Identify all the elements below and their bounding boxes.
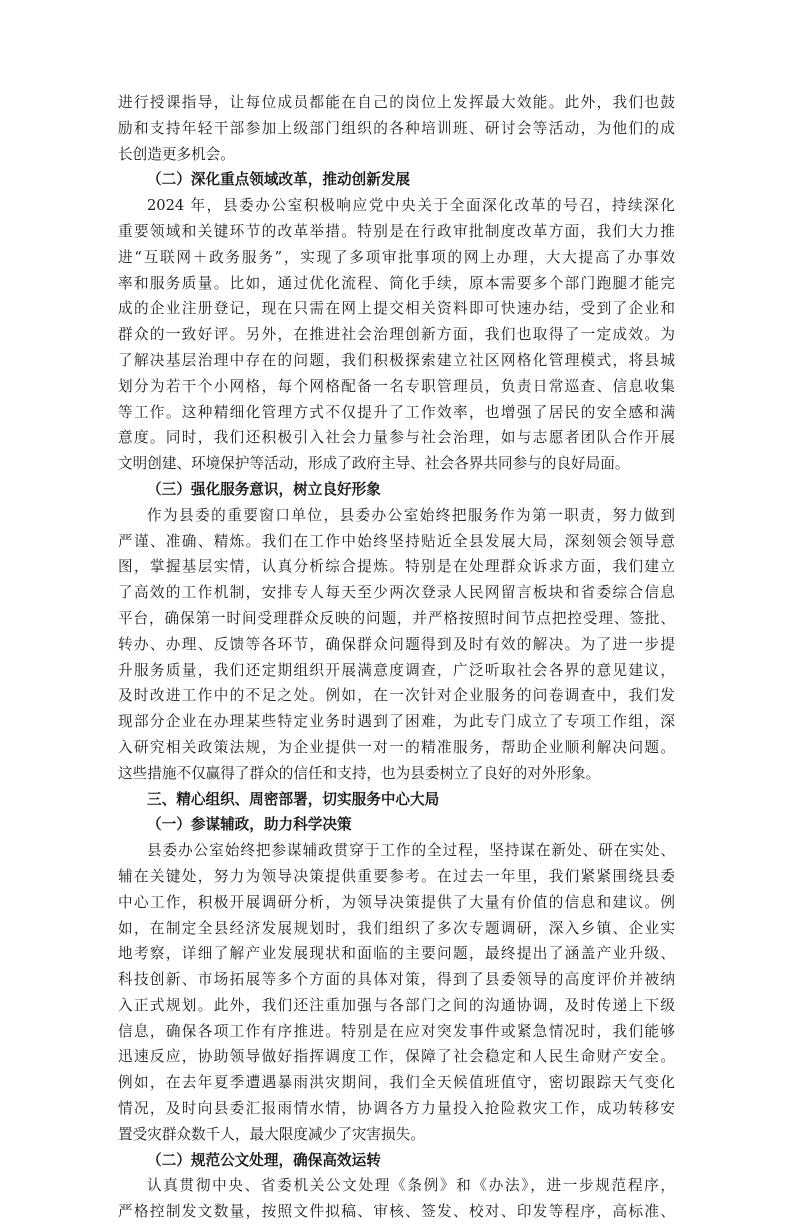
section-heading: 三、精心组织、周密部署，切实服务中心大局: [147, 790, 440, 808]
paragraph-line: 划分为若干个小网格，每个网格配备一名专职管理员，负责日常巡查、信息收集: [118, 377, 675, 395]
paragraph-line: 入正式规划。此外，我们还注重加强与各部门之间的沟通协调，及时传递上下级: [118, 996, 675, 1014]
paragraph-line: 意度。同时，我们还积极引入社会力量参与社会治理，如与志愿者团队合作开展: [118, 429, 675, 447]
paragraph-line: 2024 年，县委办公室积极响应党中央关于全面深化改革的号召，持续深化: [147, 197, 675, 215]
paragraph-line: 置受灾群众数千人，最大限度减少了灾害损失。: [118, 1125, 425, 1143]
paragraph-line: 重要领域和关键环节的改革举措。特别是在行政审批制度改革方面，我们大力推: [118, 222, 675, 240]
paragraph-line: 入研究相关政策法规，为企业提供一对一的精准服务，帮助企业顺利解决问题。: [118, 738, 675, 756]
paragraph-line: 作为县委的重要窗口单位，县委办公室始终把服务作为第一职责，努力做到: [147, 506, 675, 524]
paragraph-line: 长创造更多机会。: [118, 145, 235, 163]
paragraph-line: 这些措施不仅赢得了群众的信任和支持，也为县委树立了良好的对外形象。: [118, 764, 601, 782]
paragraph-line: 转办、办理、反馈等各环节，确保群众问题得到及时有效的解决。为了进一步提: [118, 635, 675, 653]
section-heading: （三）强化服务意识，树立良好形象: [147, 480, 381, 498]
paragraph-line: 情况，及时向县委汇报雨情水情，协调各方力量投入抢险救灾工作，成功转移安: [118, 1100, 675, 1118]
paragraph-line: 严格控制发文数量，按照文件拟稿、审核、签发、校对、印发等程序，高标准、: [118, 1203, 675, 1221]
paragraph-line: 中心工作，积极开展调研分析，为领导决策提供了大量有价值的信息和建议。例: [118, 893, 675, 911]
paragraph-line: 辅在关键处，努力为领导决策提供重要参考。在过去一年里，我们紧紧围绕县委: [118, 867, 675, 885]
paragraph-line: 了高效的工作机制，安排专人每天至少两次登录人民网留言板块和省委综合信息: [118, 584, 675, 602]
paragraph-line: 科技创新、市场拓展等多个方面的具体对策，得到了县委领导的高度评价并被纳: [118, 971, 675, 989]
paragraph-line: 迅速反应，协助领导做好指挥调度工作，保障了社会稳定和人民生命财产安全。: [118, 1048, 675, 1066]
paragraph-line: 如，在制定全县经济发展规划时，我们组织了多次专题调研，深入乡镇、企业实: [118, 919, 675, 937]
paragraph-line: 成的企业注册登记，现在只需在网上提交相关资料即可快速办结，受到了企业和: [118, 300, 675, 318]
paragraph-line: 文明创建、环境保护等活动，形成了政府主导、社会各界共同参与的良好局面。: [118, 455, 630, 473]
paragraph-line: 图，掌握基层实情，认真分析综合提炼。特别是在处理群众诉求方面，我们建立: [118, 558, 675, 576]
paragraph-line: 励和支持年轻干部参加上级部门组织的各种培训班、研讨会等活动，为他们的成: [118, 119, 675, 137]
paragraph-line: 进“互联网＋政务服务”，实现了多项审批事项的网上办理，大大提高了办事效: [118, 248, 675, 266]
paragraph-line: 严谨、准确、精炼。我们在工作中始终坚持贴近全县发展大局，深刻领会领导意: [118, 532, 675, 550]
paragraph-line: 升服务质量，我们还定期组织开展满意度调查，广泛听取社会各界的意见建议，: [118, 661, 675, 679]
section-heading: （二）深化重点领域改革，推动创新发展: [147, 171, 411, 189]
paragraph-line: 等工作。这种精细化管理方式不仅提升了工作效率，也增强了居民的安全感和满: [118, 403, 675, 421]
section-heading: （二）规范公文处理，确保高效运转: [147, 1151, 381, 1169]
paragraph-line: 县委办公室始终把参谋辅政贯穿于工作的全过程，坚持谋在新处、研在实处、: [147, 842, 675, 860]
paragraph-line: 平台，确保第一时间受理群众反映的问题，并严格按照时间节点把控受理、签批、: [118, 609, 675, 627]
paragraph-line: 现部分企业在办理某些特定业务时遇到了困难，为此专门成立了专项工作组，深: [118, 713, 675, 731]
paragraph-line: 地考察，详细了解产业发展现状和面临的主要问题，最终提出了涵盖产业升级、: [118, 945, 675, 963]
paragraph-line: 群众的一致好评。另外，在推进社会治理创新方面，我们也取得了一定成效。为: [118, 326, 675, 344]
paragraph-line: 认真贯彻中央、省委机关公文处理《条例》和《办法》，进一步规范程序，: [147, 1177, 675, 1195]
paragraph-line: 率和服务质量。比如，通过优化流程、简化手续，原本需要多个部门跑腿才能完: [118, 274, 675, 292]
paragraph-line: 了解决基层治理中存在的问题，我们积极探索建立社区网格化管理模式，将县城: [118, 351, 675, 369]
paragraph-line: 例如，在去年夏季遭遇暴雨洪灾期间，我们全天候值班值守，密切跟踪天气变化: [118, 1074, 675, 1092]
paragraph-line: 进行授课指导，让每位成员都能在自己的岗位上发挥最大效能。此外，我们也鼓: [118, 94, 675, 111]
paragraph-line: 信息，确保各项工作有序推进。特别是在应对突发事件或紧急情况时，我们能够: [118, 1022, 675, 1040]
section-heading: （一）参谋辅政，助力科学决策: [147, 816, 352, 834]
paragraph-line: 及时改进工作中的不足之处。例如，在一次针对企业服务的问卷调查中，我们发: [118, 687, 675, 705]
